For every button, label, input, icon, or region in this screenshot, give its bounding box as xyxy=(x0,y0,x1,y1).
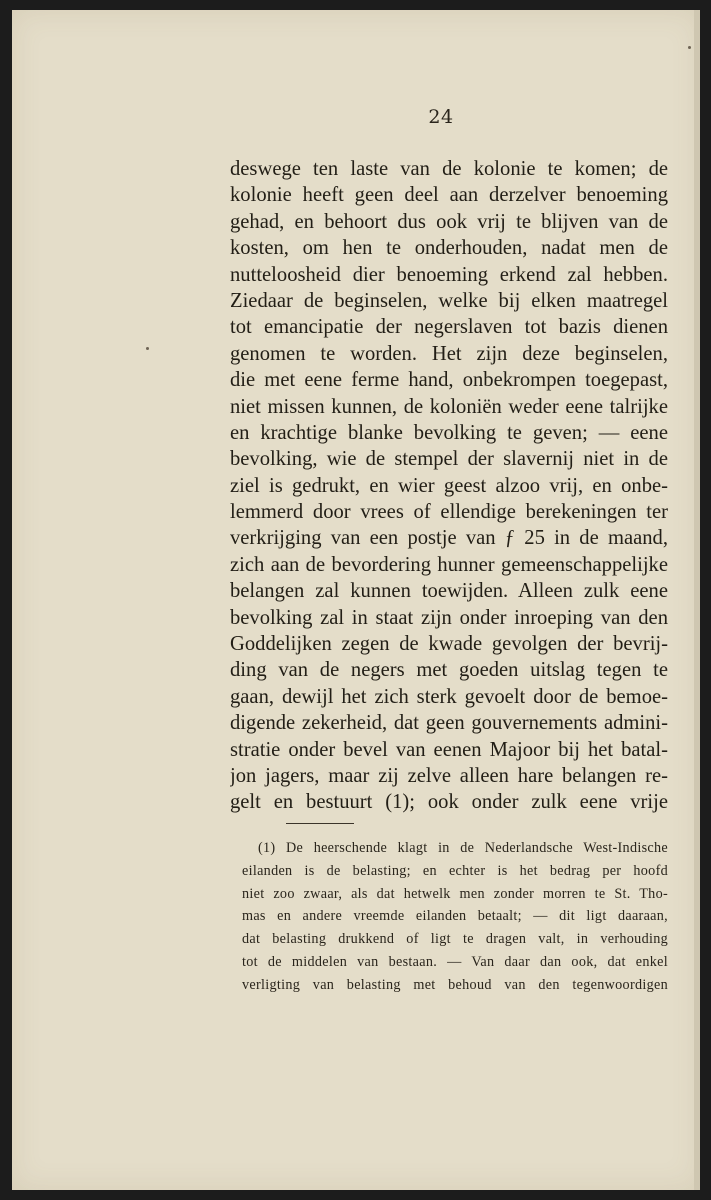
footnote-divider xyxy=(286,823,354,824)
text-line: kolonie heeft geen deel aan derzelver benoeming xyxy=(230,184,668,207)
text-line: bevolking zal in staat zijn onder inroeping van den xyxy=(230,606,668,629)
text-line: die met eene ferme hand, onbekrompen toegepast, xyxy=(230,369,668,392)
text-line: gelt en bestuurt (1); ook onder zulk eene vrije xyxy=(230,791,668,814)
page-edge xyxy=(694,10,700,1190)
text-line: ziel is gedrukt, en wier geest alzoo vrij, en onbe- xyxy=(230,474,668,497)
text-line: niet missen kunnen, de koloniën weder eene talrijke xyxy=(230,395,668,418)
text-line: nutteloosheid dier benoeming erkend zal hebben. xyxy=(230,263,668,286)
footnote-line: mas en andere vreemde eilanden betaalt; — dit ligt daaraan, xyxy=(242,908,668,925)
text-line: gaan, dewijl het zich sterk gevoelt door de bemoe- xyxy=(230,685,668,708)
text-line: bevolking, wie de stempel der slavernij niet in de xyxy=(230,448,668,471)
footnote-line: dat belasting drukkend of ligt te dragen valt, in verhouding xyxy=(242,931,668,948)
main-text xyxy=(230,156,668,816)
text-line: deswege ten laste van de kolonie te komen; de xyxy=(230,158,668,180)
page-number: 24 xyxy=(428,106,454,128)
text-line: genomen te worden. Het zijn deze beginselen, xyxy=(230,342,668,365)
text-line: zich aan de bevordering hunner gemeenschappelijke xyxy=(230,553,668,576)
text-line: Goddelijken zegen de kwade gevolgen der bevrij- xyxy=(230,633,668,656)
text-line: en krachtige blanke bevolking te geven; — eene xyxy=(230,421,668,444)
paper-speck xyxy=(146,347,149,350)
text-line: digende zekerheid, dat geen gouvernements admini- xyxy=(230,712,668,735)
text-line: belangen zal kunnen toewijden. Alleen zulk eene xyxy=(230,580,668,603)
footnote-line: tot de middelen van bestaan. — Van daar dan ook, dat enkel xyxy=(242,953,668,970)
text-line: verkrijging van een postje van ƒ 25 in de maand, xyxy=(230,527,668,550)
text-line: tot emancipatie der negerslaven tot bazis dienen xyxy=(230,316,668,339)
footnote-line: niet zoo zwaar, als dat hetwelk men zonder morren te St. Tho- xyxy=(242,885,668,902)
footnote xyxy=(242,837,668,997)
text-line: Ziedaar de beginselen, welke bij elken maatregel xyxy=(230,289,668,312)
book-page xyxy=(12,10,700,1190)
text-line: gehad, en behoort dus ook vrij te blijven van de xyxy=(230,210,668,233)
text-line: lemmerd door vrees of ellendige berekeningen ter xyxy=(230,501,668,524)
text-line: kosten, om hen te onderhouden, nadat men de xyxy=(230,237,668,260)
paper-speck xyxy=(688,46,691,49)
text-line: stratie onder bevel van eenen Majoor bij het batal- xyxy=(230,738,668,761)
text-line: ding van de negers met goeden uitslag tegen te xyxy=(230,659,668,682)
footnote-line: eilanden is de belasting; en echter is het bedrag per hoofd xyxy=(242,862,668,879)
text-line: jon jagers, maar zij zelve alleen hare belangen re- xyxy=(230,764,668,787)
footnote-line: verligting van belasting met behoud van den tegenwoordigen xyxy=(242,976,668,993)
footnote-line: (1) De heerschende klagt in de Nederlandsche West-Indische xyxy=(258,840,668,856)
